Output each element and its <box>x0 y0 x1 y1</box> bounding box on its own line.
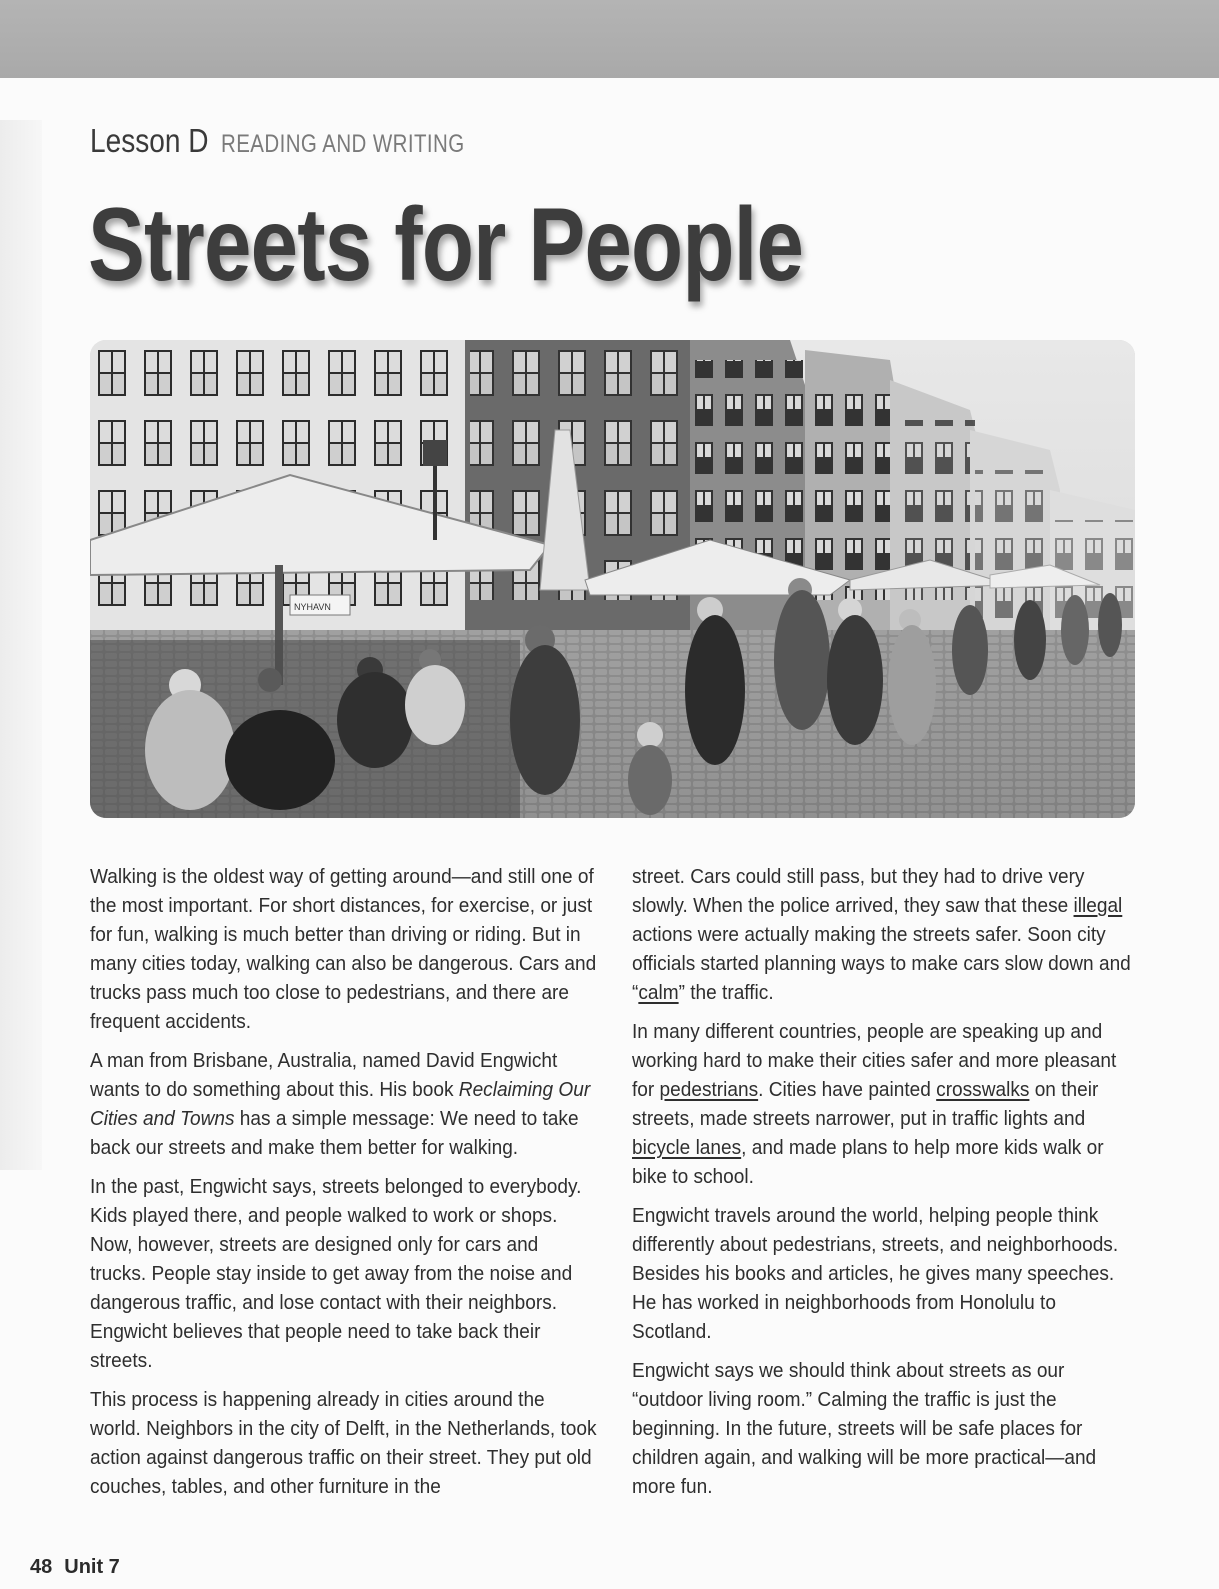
unit-label: Unit 7 <box>64 1556 120 1578</box>
paragraph-text: on their streets, made streets narrower, put in traffic lights and <box>632 1078 1099 1130</box>
paragraph-text: actions were actually making the streets safer. Soon city officials started planning ways to make cars slow down and “ <box>632 923 1131 1004</box>
paragraph <box>90 862 597 1036</box>
paragraph-text: has a simple message: We need to take back our streets and make them better for walking. <box>90 1107 579 1159</box>
page-footer <box>30 1556 132 1579</box>
paragraph <box>632 1017 1139 1191</box>
paragraph-text: A man from Brisbane, Australia, named David Engwicht wants to do something about this. His book <box>90 1049 558 1101</box>
paragraph-text: This process is happening already in cities around the world. Neighbors in the city of Delft, in the Netherlands, took action against dangerous traffic on their street. They put old couches, tables, and other furniture in the <box>90 1388 597 1498</box>
vocab-word: illegal <box>1073 894 1123 917</box>
vocab-word: calm <box>638 981 679 1004</box>
paragraph-text: street. Cars could still pass, but they had to drive very slowly. When the police arrived, they saw that these <box>632 865 1085 917</box>
vocab-word: crosswalks <box>936 1078 1030 1101</box>
article-left-column <box>90 862 602 1511</box>
paragraph-text: In many different countries, people are speaking up and working hard to make their cities safer and more pleasant for <box>632 1020 1117 1101</box>
sign-text: NYHAVN <box>294 602 331 612</box>
paragraph-text: Walking is the oldest way of getting around—and still one of the most important. For short distances, for exercise, or just for fun, walking is much better than driving or riding. But in many cities today, walking can also be dangerous. Cars and trucks pass much too close to pedestrians, and there are frequent accidents. <box>90 865 597 1033</box>
book-title: Reclaiming Our Cities and Towns <box>90 1078 591 1130</box>
paragraph-text: , and made plans to help more kids walk or bike to school. <box>632 1136 1104 1188</box>
paragraph <box>632 1201 1139 1346</box>
vocab-word: bicycle lanes <box>632 1136 742 1159</box>
page-number: 48 <box>30 1556 53 1578</box>
lesson-subtitle: READING AND WRITING <box>221 130 465 158</box>
top-gray-band <box>0 0 1219 78</box>
paragraph-text: Engwicht says we should think about streets as our “outdoor living room.” Calming the traffic is just the beginning. In the future, streets will be safe places for children again, and walking will be more practical—and more fun. <box>632 1359 1097 1498</box>
paragraph-text: Engwicht travels around the world, helping people think differently about pedestrians, streets, and neighborhoods. Besides his books and articles, he gives many speeches. He has worked in neighborhoods from Honolulu to Scotland. <box>632 1204 1119 1343</box>
paragraph-text: . Cities have painted <box>758 1078 937 1101</box>
lesson-heading <box>90 122 518 166</box>
lesson-label: Lesson D <box>90 122 209 159</box>
paragraph-text: In the past, Engwicht says, streets belonged to everybody. Kids played there, and people walked to work or shops. Now, however, streets are designed only for cars and trucks. People stay inside to get away from the noise and dangerous traffic, and lose contact with their neighbors. Engwicht believes that people need to take back their streets. <box>90 1175 582 1372</box>
page-title: Streets for People <box>88 187 804 303</box>
vocab-word: pedestrians <box>659 1078 759 1101</box>
paragraph <box>90 1046 597 1162</box>
street-photo <box>90 340 1135 818</box>
paragraph <box>90 1385 597 1501</box>
paragraph <box>632 1356 1139 1501</box>
paragraph-text: ” the traffic. <box>678 981 774 1004</box>
article-right-column <box>632 862 1144 1511</box>
page-edge-shadow <box>0 120 42 1170</box>
paragraph <box>632 862 1139 1007</box>
paragraph <box>90 1172 597 1375</box>
